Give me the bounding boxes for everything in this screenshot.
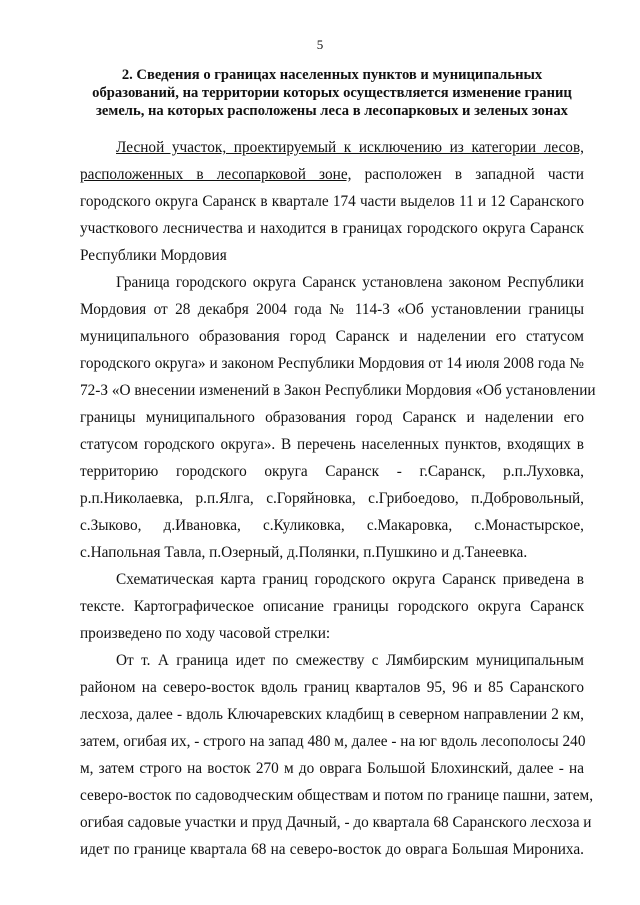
paragraph-3-line: тексте. Картографическое описание границы городского округа Саранск <box>80 598 584 615</box>
paragraph-1-line: Лесной участок, проектируемый к исключению из категории лесов, <box>116 139 584 156</box>
paragraph-2-line: территорию городского округа Саранск - г.Саранск, р.п.Луховка, <box>80 463 584 480</box>
paragraph-1-line: городского округа Саранск в квартале 174 части выделов 11 и 12 Саранского <box>80 193 584 210</box>
paragraph-4-line: лесхоза, далее - вдоль Ключаревских кладбищ в северном направлении 2 км, <box>80 706 584 723</box>
paragraph-3-line: произведено по ходу часовой стрелки: <box>80 625 331 642</box>
text-run: расположен в западной части <box>351 166 584 183</box>
section-heading <box>80 66 584 120</box>
paragraph-2-line: р.п.Николаевка, р.п.Ялга, с.Горяйновка, с.Грибоедово, п.Добровольный, <box>80 490 584 507</box>
paragraph-2-line: Мордовия от 28 декабря 2004 года № 114-З «Об установлении границы <box>80 301 584 318</box>
page-number: 5 <box>316 37 324 52</box>
paragraph-1-line: Республики Мордовия <box>80 247 227 264</box>
paragraph-1-line <box>80 161 584 188</box>
paragraph-3-line: Схематическая карта границ городского округа Саранск приведена в <box>116 571 584 588</box>
paragraph-4-line: м, затем строго на восток 270 м до оврага Большой Блохинский, далее - на <box>80 760 584 777</box>
paragraph-4-line: затем, огибая их, - строго на запад 480 м, далее - на юг вдоль лесополосы 240 <box>80 733 586 750</box>
paragraph-2-line: 72-З «О внесении изменений в Закон Республики Мордовия «Об установлении <box>80 382 596 399</box>
paragraph-2-line: с.Напольная Тавла, п.Озерный, д.Полянки, п.Пушкино и д.Танеевка. <box>80 544 528 561</box>
paragraph-4-line: От т. А граница идет по смежеству с Лямбирским муниципальным <box>116 652 584 669</box>
paragraph-4-line: северо-восток по садоводческим обществам и потом по границе пашни, затем, <box>80 787 594 804</box>
paragraph-2-line: городского округа» и законом Республики Мордовия от 14 июля 2008 года № <box>80 355 584 372</box>
body-text <box>80 134 596 863</box>
heading-line: образований, на территории которых осуществляется изменение границ <box>92 85 572 101</box>
heading-line: 2. Сведения о границах населенных пунктов и муниципальных <box>121 67 543 83</box>
paragraph-2-line: Граница городского округа Саранск установлена законом Республики <box>116 274 584 291</box>
paragraph-2-line: с.Зыково, д.Ивановка, с.Куликовка, с.Макаровка, с.Монастырское, <box>80 517 584 534</box>
paragraph-2-line: границы муниципального образования город Саранск и наделении его <box>80 409 584 426</box>
heading-line: земель, на которых расположены леса в лесопарковых и зеленых зонах <box>96 103 568 119</box>
paragraph-4-line: огибая садовые участки и пруд Дачный, - до квартала 68 Саранского лесхоза и <box>80 814 592 831</box>
paragraph-2-line: муниципального образования город Саранск и наделении его статусом <box>80 328 584 345</box>
underlined-phrase: расположенных в лесопарковой зоне, <box>80 166 352 183</box>
paragraph-2-line: статусом городского округа». В перечень населенных пунктов, входящих в <box>80 436 584 453</box>
paragraph-4-line: районом на северо-восток вдоль границ кварталов 95, 96 и 85 Саранского <box>80 679 584 696</box>
paragraph-1-line: участкового лесничества и находится в границах городского округа Саранск <box>80 220 584 237</box>
paragraph-4-line: идет по границе квартала 68 на северо-восток до оврага Большая Мирониха. <box>80 841 584 858</box>
